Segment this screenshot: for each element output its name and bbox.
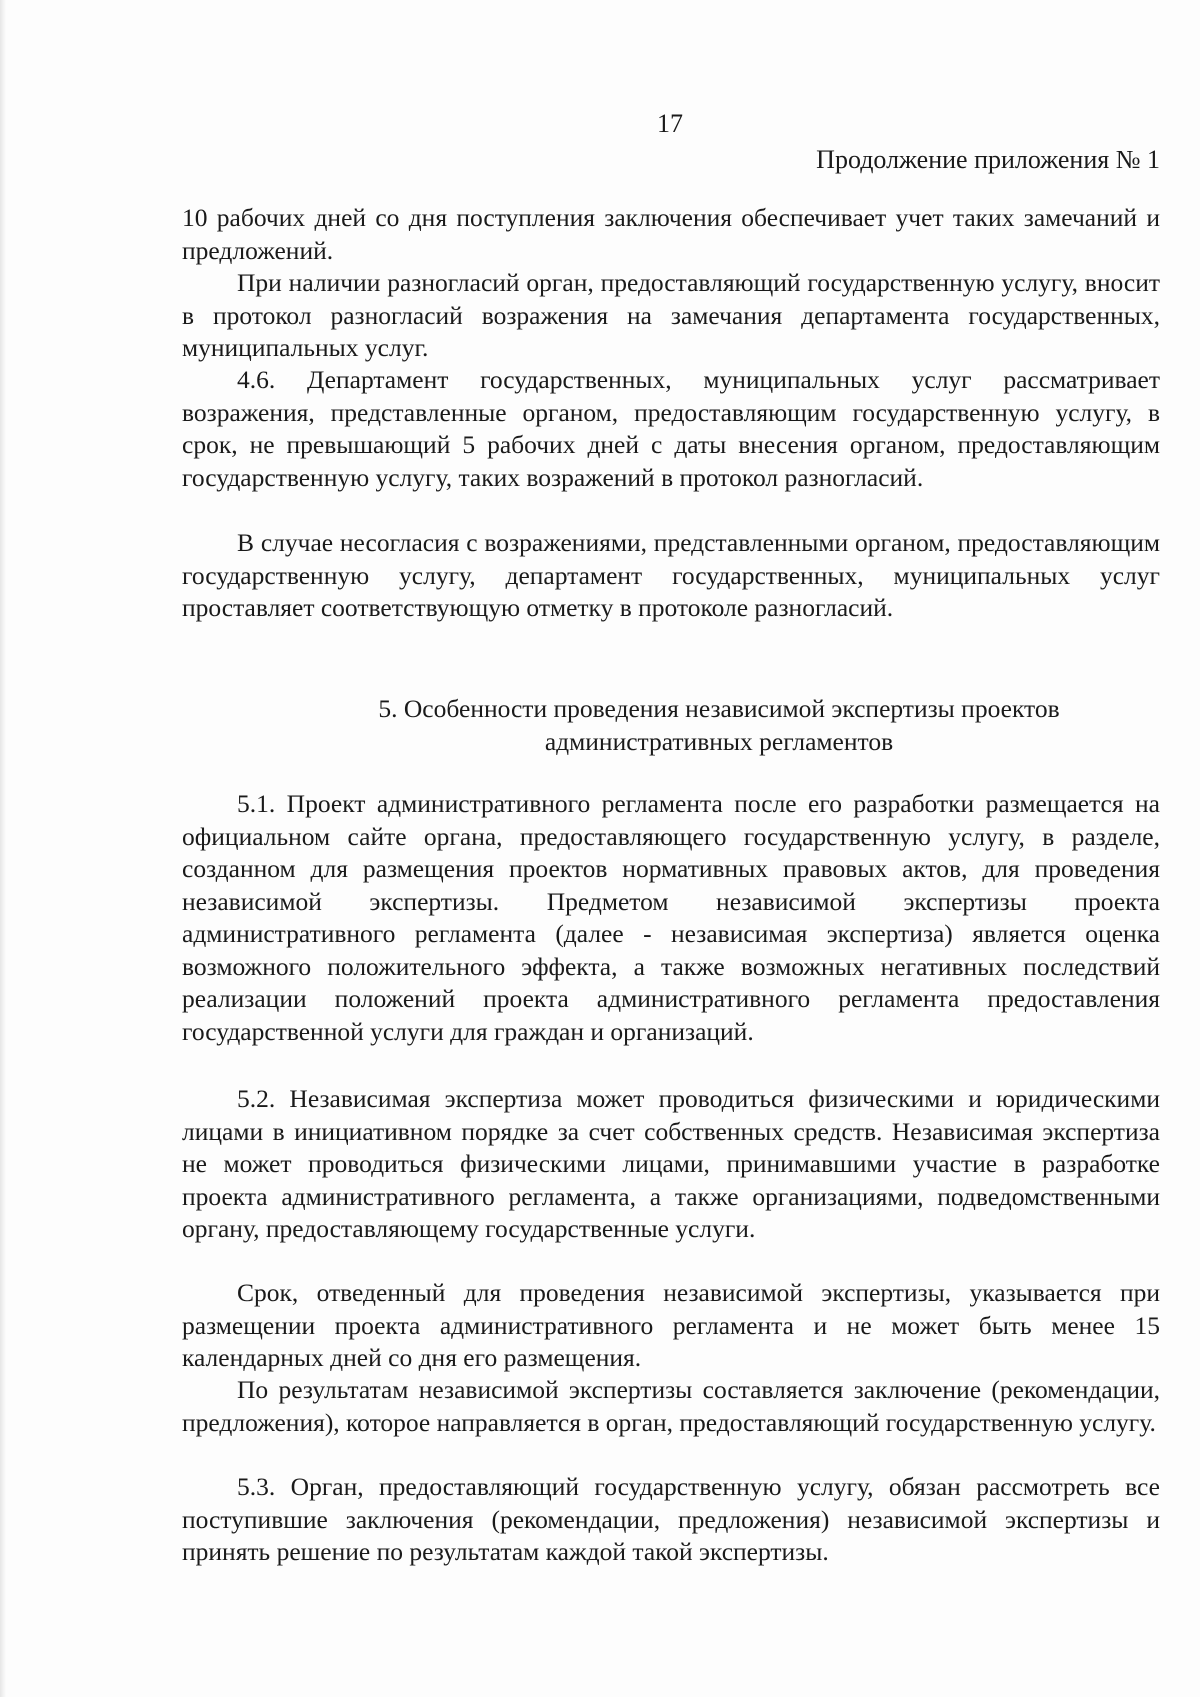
section-5-title-line-2: административных регламентов: [544, 727, 894, 756]
section-5-heading: [182, 692, 1160, 758]
paragraph-5-2: 5.2. Независимая экспертиза может проводиться физическими и юридическими лицами в инициативном порядке за счет собственных средств. Независимая экспертиза не может проводиться физическими лицами, принимавшими участие в разработке проекта административного регламента, а также организациями, подведомственными органу, предоставляющему государственные услуги.: [182, 1084, 1160, 1243]
paragraph-continued: 10 рабочих дней со дня поступления заключения обеспечивает учет таких замечаний и предложений.: [182, 203, 1160, 265]
scan-edge-shadow: [0, 0, 6, 1697]
section-5-title-line-1: 5. Особенности проведения независимой экспертизы проектов: [378, 694, 1060, 723]
paragraph-5-3: 5.3. Орган, предоставляющий государственную услугу, обязан рассмотреть все поступившие заключения (рекомендации, предложения) независимой экспертизы и принять решение по результатам каждой такой экспертизы.: [182, 1472, 1160, 1566]
paragraph-4-6: 4.6. Департамент государственных, муниципальных услуг рассматривает возражения, представленные органом, предоставляющим государственную услугу, в срок, не превышающий 5 рабочих дней с даты внесения органом, предоставляющим государственную услугу, таких возражений в протокол разногласий.: [182, 365, 1160, 492]
paragraph-deadline: Срок, отведенный для проведения независимой экспертизы, указывается при размещении проекта административного регламента и не может быть менее 15 календарных дней со дня его размещения.: [182, 1278, 1160, 1372]
appendix-continuation-label: Продолжение приложения № 1: [816, 145, 1160, 174]
paragraph-disagreements: При наличии разногласий орган, предоставляющий государственную услугу, вносит в протокол разногласий возражения на замечания департамента государственных, муниципальных услуг.: [182, 268, 1160, 362]
paragraph-results: По результатам независимой экспертизы составляется заключение (рекомендации, предложения), которое направляется в орган, предоставляющий государственную услугу.: [182, 1375, 1160, 1437]
page-number: 17: [657, 109, 683, 138]
paragraph-objections: В случае несогласия с возражениями, представленными органом, предоставляющим государственную услугу, департамент государственных, муниципальных услуг проставляет соответствующую отметку в протоколе разногласий.: [182, 528, 1160, 622]
paragraph-5-1: 5.1. Проект административного регламента после его разработки размещается на официальном сайте органа, предоставляющего государственную услугу, в разделе, созданном для размещения проектов нормативных правовых актов, для проведения независимой экспертизы. Предметом независимой экспертизы проекта административного регламента (далее - независимая экспертиза) является оценка возможного положительного эффекта, а также возможных негативных последствий реализации положений проекта административного регламента предоставления государственной услуги для граждан и организаций.: [182, 789, 1160, 1046]
